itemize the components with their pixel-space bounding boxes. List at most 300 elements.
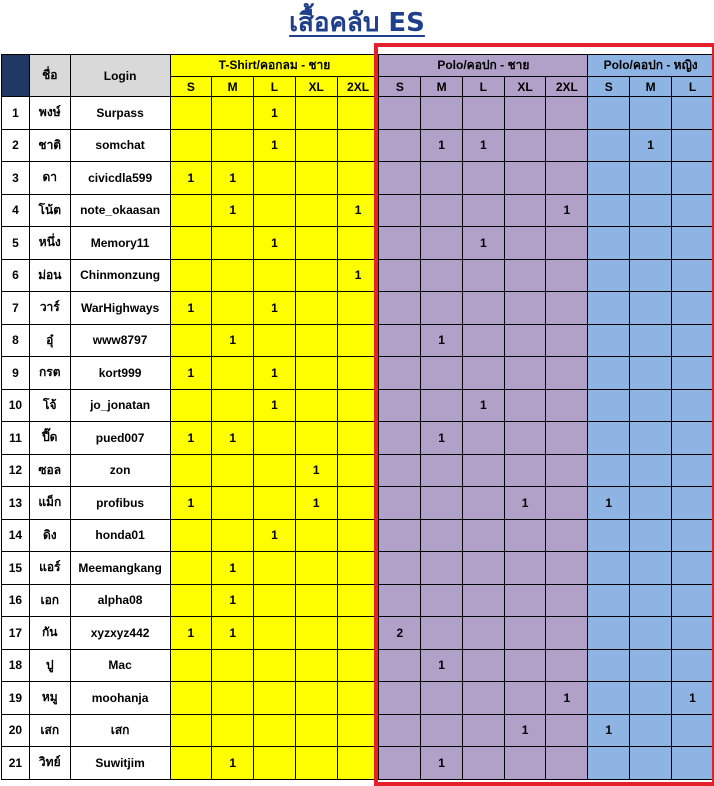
quantity-cell (254, 714, 296, 747)
table-row (2, 617, 714, 650)
quantity-cell (379, 389, 421, 422)
table-row (2, 97, 714, 130)
row-number: 17 (2, 617, 30, 650)
quantity-cell (588, 324, 630, 357)
quantity-cell: 1 (170, 357, 212, 390)
member-login: Chinmonzung (70, 259, 170, 292)
quantity-cell (504, 162, 546, 195)
quantity-cell (337, 584, 379, 617)
quantity-cell: 1 (421, 747, 463, 780)
member-login: jo_jonatan (70, 389, 170, 422)
quantity-cell (462, 487, 504, 520)
quantity-cell: 1 (254, 97, 296, 130)
quantity-cell: 1 (212, 747, 254, 780)
quantity-cell (672, 292, 714, 325)
table-row (2, 682, 714, 715)
quantity-cell (212, 649, 254, 682)
quantity-cell (337, 487, 379, 520)
member-name: โจ้ (29, 389, 70, 422)
quantity-cell (630, 162, 672, 195)
quantity-cell (421, 162, 463, 195)
member-name: กัน (29, 617, 70, 650)
quantity-cell (630, 324, 672, 357)
quantity-cell (546, 97, 588, 130)
quantity-cell (462, 682, 504, 715)
quantity-cell (170, 259, 212, 292)
row-number: 14 (2, 519, 30, 552)
quantity-cell (630, 649, 672, 682)
quantity-cell (295, 194, 337, 227)
member-name: ซอล (29, 454, 70, 487)
quantity-cell (504, 389, 546, 422)
quantity-cell (672, 487, 714, 520)
row-number: 21 (2, 747, 30, 780)
size-header: M (630, 77, 672, 97)
quantity-cell: 1 (170, 292, 212, 325)
size-header: L (672, 77, 714, 97)
quantity-cell (462, 617, 504, 650)
quantity-cell (504, 617, 546, 650)
row-number: 6 (2, 259, 30, 292)
member-name: โน้ต (29, 194, 70, 227)
row-number: 2 (2, 129, 30, 162)
quantity-cell (212, 357, 254, 390)
member-name: วาร์ (29, 292, 70, 325)
quantity-cell (546, 227, 588, 260)
quantity-cell (379, 292, 421, 325)
quantity-cell (462, 162, 504, 195)
quantity-cell: 1 (212, 422, 254, 455)
quantity-cell (630, 682, 672, 715)
quantity-cell (504, 129, 546, 162)
quantity-cell: 1 (212, 194, 254, 227)
quantity-cell (170, 324, 212, 357)
quantity-cell (337, 552, 379, 585)
quantity-cell (672, 519, 714, 552)
quantity-cell (295, 129, 337, 162)
quantity-cell (462, 714, 504, 747)
quantity-cell (630, 97, 672, 130)
size-header: L (254, 77, 296, 97)
member-login: Mac (70, 649, 170, 682)
quantity-cell (379, 357, 421, 390)
table-row (2, 649, 714, 682)
quantity-cell (630, 422, 672, 455)
quantity-cell (254, 259, 296, 292)
quantity-cell (254, 682, 296, 715)
quantity-cell: 1 (170, 162, 212, 195)
quantity-cell (462, 97, 504, 130)
member-login: WarHighways (70, 292, 170, 325)
quantity-cell (504, 454, 546, 487)
quantity-cell (254, 162, 296, 195)
quantity-cell (212, 129, 254, 162)
quantity-cell (546, 584, 588, 617)
quantity-cell (170, 194, 212, 227)
quantity-cell (504, 227, 546, 260)
quantity-cell (630, 519, 672, 552)
quantity-cell (504, 649, 546, 682)
quantity-cell (421, 389, 463, 422)
quantity-cell (212, 682, 254, 715)
quantity-cell (672, 422, 714, 455)
row-number: 3 (2, 162, 30, 195)
quantity-cell (337, 519, 379, 552)
quantity-cell: 1 (254, 389, 296, 422)
quantity-cell (588, 747, 630, 780)
member-login: note_okaasan (70, 194, 170, 227)
quantity-cell (462, 454, 504, 487)
member-login: moohanja (70, 682, 170, 715)
quantity-cell (588, 519, 630, 552)
row-number: 19 (2, 682, 30, 715)
quantity-cell (295, 422, 337, 455)
quantity-cell (212, 97, 254, 130)
quantity-cell (170, 714, 212, 747)
quantity-cell (630, 584, 672, 617)
quantity-cell (630, 227, 672, 260)
row-number: 20 (2, 714, 30, 747)
quantity-cell (546, 714, 588, 747)
quantity-cell (379, 97, 421, 130)
member-login: alpha08 (70, 584, 170, 617)
quantity-cell (504, 324, 546, 357)
member-name: ชาติ (29, 129, 70, 162)
quantity-cell: 1 (295, 487, 337, 520)
member-login: pued007 (70, 422, 170, 455)
table-row (2, 747, 714, 780)
member-login: xyzxyz442 (70, 617, 170, 650)
quantity-cell: 1 (170, 617, 212, 650)
quantity-cell (337, 357, 379, 390)
member-login: profibus (70, 487, 170, 520)
quantity-cell (212, 487, 254, 520)
quantity-cell (379, 422, 421, 455)
quantity-cell (672, 227, 714, 260)
quantity-cell (462, 552, 504, 585)
quantity-cell (504, 422, 546, 455)
quantity-cell: 1 (170, 422, 212, 455)
quantity-cell (295, 682, 337, 715)
table-row (2, 487, 714, 520)
quantity-cell (337, 454, 379, 487)
quantity-cell (588, 454, 630, 487)
quantity-cell (254, 584, 296, 617)
quantity-cell (337, 714, 379, 747)
quantity-cell (170, 552, 212, 585)
header-group-tshirt-men: T-Shirt/คอกลม - ชาย (170, 55, 379, 77)
quantity-cell (337, 682, 379, 715)
quantity-cell (588, 292, 630, 325)
quantity-cell (212, 714, 254, 747)
size-header: S (170, 77, 212, 97)
quantity-cell (672, 97, 714, 130)
quantity-cell (588, 649, 630, 682)
quantity-cell (254, 649, 296, 682)
quantity-cell (379, 487, 421, 520)
quantity-cell: 1 (504, 487, 546, 520)
quantity-cell (546, 454, 588, 487)
quantity-cell (546, 162, 588, 195)
quantity-cell (254, 324, 296, 357)
quantity-cell (421, 584, 463, 617)
row-number: 7 (2, 292, 30, 325)
quantity-cell (337, 422, 379, 455)
member-name: กรต (29, 357, 70, 390)
quantity-cell (254, 552, 296, 585)
quantity-cell (672, 552, 714, 585)
size-header: L (462, 77, 504, 97)
size-header: XL (504, 77, 546, 97)
member-name: วิทย์ (29, 747, 70, 780)
row-number: 8 (2, 324, 30, 357)
quantity-cell (421, 194, 463, 227)
quantity-cell (504, 584, 546, 617)
member-name: หมู (29, 682, 70, 715)
quantity-cell (504, 519, 546, 552)
row-number: 9 (2, 357, 30, 390)
member-login: honda01 (70, 519, 170, 552)
quantity-cell (421, 357, 463, 390)
member-name: ม่อน (29, 259, 70, 292)
member-login: Surpass (70, 97, 170, 130)
quantity-cell (295, 162, 337, 195)
quantity-cell (379, 259, 421, 292)
quantity-cell (421, 227, 463, 260)
quantity-cell (170, 682, 212, 715)
quantity-cell (672, 714, 714, 747)
shirt-order-table (1, 54, 714, 780)
page-title: เสื้อคลับ ES (289, 8, 425, 38)
header-group-polo-women: Polo/คอปก - หญิง (588, 55, 714, 77)
quantity-cell (546, 324, 588, 357)
quantity-cell (504, 97, 546, 130)
quantity-cell (254, 747, 296, 780)
quantity-cell (588, 194, 630, 227)
quantity-cell (170, 97, 212, 130)
size-header: 2XL (546, 77, 588, 97)
table-row (2, 454, 714, 487)
quantity-cell (337, 617, 379, 650)
quantity-cell (588, 227, 630, 260)
quantity-cell (462, 519, 504, 552)
quantity-cell (337, 389, 379, 422)
quantity-cell (462, 422, 504, 455)
quantity-cell (170, 389, 212, 422)
quantity-cell (588, 97, 630, 130)
quantity-cell (546, 422, 588, 455)
quantity-cell (170, 747, 212, 780)
row-number: 5 (2, 227, 30, 260)
quantity-cell: 1 (170, 487, 212, 520)
size-header: S (379, 77, 421, 97)
quantity-cell (337, 649, 379, 682)
quantity-cell (295, 649, 337, 682)
quantity-cell (212, 519, 254, 552)
table-row (2, 292, 714, 325)
member-name: ปู (29, 649, 70, 682)
quantity-cell (212, 454, 254, 487)
member-login: civicdla599 (70, 162, 170, 195)
member-name: เอก (29, 584, 70, 617)
quantity-cell (337, 324, 379, 357)
quantity-cell (462, 194, 504, 227)
quantity-cell (170, 454, 212, 487)
member-name: เสก (29, 714, 70, 747)
member-login: Suwitjim (70, 747, 170, 780)
quantity-cell (379, 649, 421, 682)
quantity-cell (337, 162, 379, 195)
quantity-cell: 1 (212, 584, 254, 617)
member-name: ดิง (29, 519, 70, 552)
quantity-cell (295, 714, 337, 747)
quantity-cell: 1 (337, 259, 379, 292)
member-login: kort999 (70, 357, 170, 390)
quantity-cell (295, 389, 337, 422)
quantity-cell (504, 552, 546, 585)
quantity-cell (295, 617, 337, 650)
row-number: 4 (2, 194, 30, 227)
quantity-cell (588, 617, 630, 650)
quantity-cell: 1 (588, 714, 630, 747)
quantity-cell (630, 292, 672, 325)
quantity-cell: 1 (462, 129, 504, 162)
quantity-cell (546, 292, 588, 325)
quantity-cell (546, 487, 588, 520)
quantity-cell (588, 259, 630, 292)
quantity-cell: 1 (254, 129, 296, 162)
table-row (2, 389, 714, 422)
member-name: ปี๊ด (29, 422, 70, 455)
size-header: 2XL (337, 77, 379, 97)
quantity-cell (379, 584, 421, 617)
member-login: Meemangkang (70, 552, 170, 585)
quantity-cell (254, 487, 296, 520)
quantity-cell (170, 129, 212, 162)
quantity-cell (504, 747, 546, 780)
quantity-cell (504, 682, 546, 715)
table-row (2, 422, 714, 455)
quantity-cell (254, 422, 296, 455)
quantity-cell (379, 324, 421, 357)
quantity-cell (672, 747, 714, 780)
quantity-cell (462, 649, 504, 682)
size-header: XL (295, 77, 337, 97)
quantity-cell (421, 97, 463, 130)
quantity-cell (672, 617, 714, 650)
table-row (2, 162, 714, 195)
quantity-cell: 1 (295, 454, 337, 487)
quantity-cell (462, 292, 504, 325)
quantity-cell: 1 (546, 682, 588, 715)
size-header: M (421, 77, 463, 97)
table-row (2, 714, 714, 747)
quantity-cell (504, 292, 546, 325)
quantity-cell: 1 (212, 617, 254, 650)
quantity-cell (462, 259, 504, 292)
quantity-cell (295, 552, 337, 585)
member-login: zon (70, 454, 170, 487)
header-group-polo-men: Polo/คอปก - ชาย (379, 55, 588, 77)
quantity-cell (212, 292, 254, 325)
quantity-cell (379, 162, 421, 195)
quantity-cell: 1 (546, 194, 588, 227)
size-header: S (588, 77, 630, 97)
quantity-cell (546, 259, 588, 292)
quantity-cell: 2 (379, 617, 421, 650)
quantity-cell (672, 584, 714, 617)
quantity-cell (630, 714, 672, 747)
quantity-cell (630, 389, 672, 422)
quantity-cell (254, 617, 296, 650)
quantity-cell (588, 357, 630, 390)
quantity-cell (546, 357, 588, 390)
quantity-cell: 1 (421, 649, 463, 682)
row-number: 10 (2, 389, 30, 422)
quantity-cell: 1 (254, 519, 296, 552)
quantity-cell (630, 617, 672, 650)
quantity-cell: 1 (212, 552, 254, 585)
quantity-cell (672, 357, 714, 390)
quantity-cell (295, 97, 337, 130)
quantity-cell (630, 747, 672, 780)
quantity-cell (379, 682, 421, 715)
member-name: ดา (29, 162, 70, 195)
quantity-cell (379, 129, 421, 162)
quantity-cell (630, 487, 672, 520)
quantity-cell: 1 (630, 129, 672, 162)
member-name: แอร์ (29, 552, 70, 585)
quantity-cell (462, 747, 504, 780)
quantity-cell (672, 454, 714, 487)
quantity-cell (254, 454, 296, 487)
quantity-cell (212, 227, 254, 260)
quantity-cell (170, 227, 212, 260)
quantity-cell (379, 747, 421, 780)
quantity-cell: 1 (421, 129, 463, 162)
row-number: 12 (2, 454, 30, 487)
quantity-cell (462, 357, 504, 390)
member-name: แม็ก (29, 487, 70, 520)
quantity-cell (421, 259, 463, 292)
header-corner (2, 55, 30, 97)
quantity-cell (421, 682, 463, 715)
quantity-cell (672, 649, 714, 682)
member-login: Memory11 (70, 227, 170, 260)
quantity-cell (421, 617, 463, 650)
quantity-cell (462, 324, 504, 357)
quantity-cell (462, 584, 504, 617)
quantity-cell (588, 422, 630, 455)
quantity-cell (588, 389, 630, 422)
quantity-cell (379, 227, 421, 260)
row-number: 13 (2, 487, 30, 520)
quantity-cell (588, 584, 630, 617)
table-row (2, 552, 714, 585)
quantity-cell (337, 747, 379, 780)
quantity-cell (672, 389, 714, 422)
quantity-cell (379, 194, 421, 227)
quantity-cell: 1 (212, 162, 254, 195)
row-number: 11 (2, 422, 30, 455)
quantity-cell (295, 519, 337, 552)
member-name: หนึ่ง (29, 227, 70, 260)
table-row (2, 324, 714, 357)
quantity-cell (672, 129, 714, 162)
quantity-cell (672, 259, 714, 292)
quantity-cell: 1 (421, 422, 463, 455)
quantity-cell (254, 194, 296, 227)
